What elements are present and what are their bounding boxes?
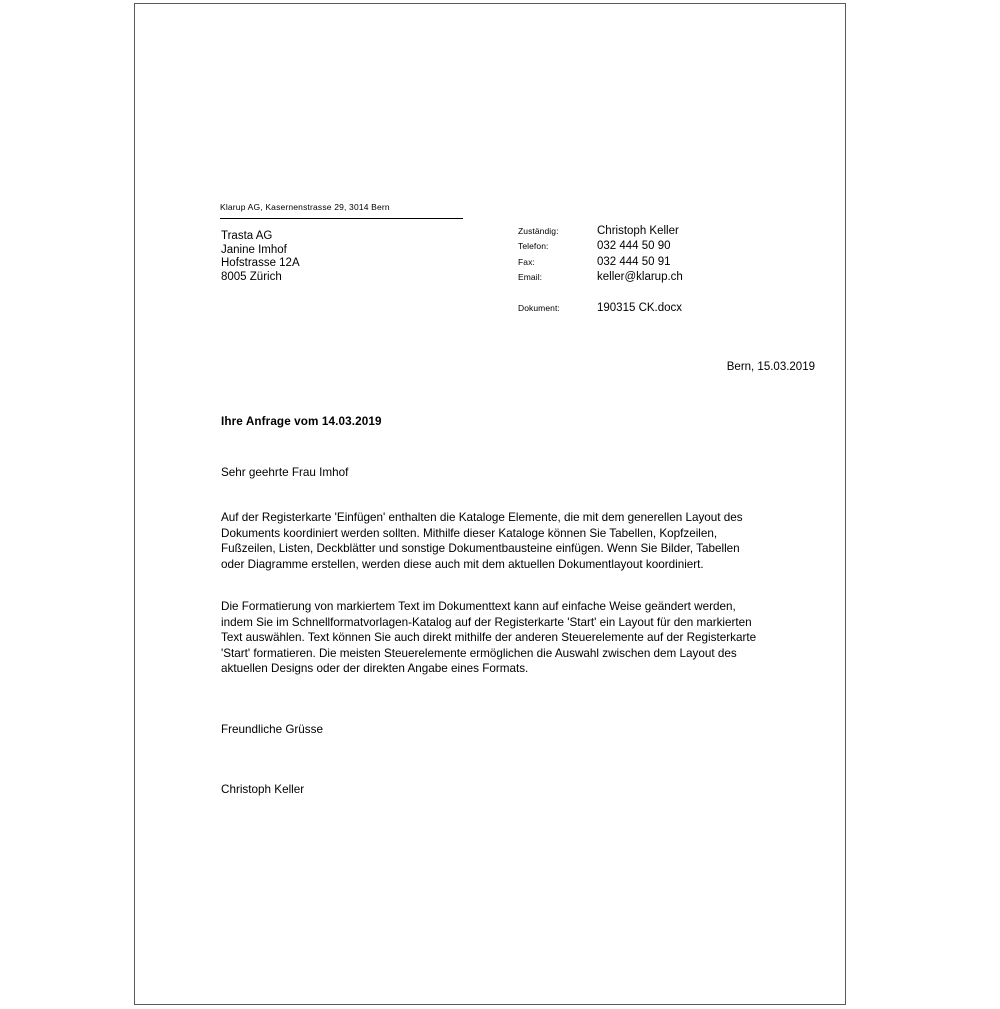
meta-spacer-cell-left <box>518 285 597 301</box>
meta-value-responsible: Christoph Keller <box>597 225 679 237</box>
meta-label-email: Email: <box>518 271 543 282</box>
sender-divider-rule <box>220 218 463 219</box>
subject-line: Ihre Anfrage vom 14.03.2019 <box>221 415 382 428</box>
body-paragraph-2: Die Formatierung von markiertem Text im Dokumenttext kann auf einfache Weise geändert werden, indem Sie im Schnellformatvorlagen-Katalog auf der Registerkarte 'Start' ein Layout für den markierten Text auswählen. Text können Sie auch direkt mithilfe der anderen Steuerelemente auf der Registerkarte 'Start' formatieren. Die meisten Steuerelemente ermöglichen die Auswahl zwischen dem Layout des aktuellen Designs oder der direkten Angabe eines Formats. <box>221 600 757 675</box>
meta-row-phone <box>518 239 683 254</box>
meta-row-fax <box>518 255 683 270</box>
meta-label-document: Dokument: <box>518 303 560 314</box>
letter-body <box>221 414 761 798</box>
meta-spacer-cell-right <box>597 285 683 301</box>
meta-value-email: keller@klarup.ch <box>597 270 683 283</box>
recipient-company: Trasta AG <box>221 230 273 242</box>
recipient-city: 8005 Zürich <box>221 270 282 283</box>
recipient-contact-person: Janine Imhof <box>221 243 287 256</box>
meta-label-fax: Fax: <box>518 256 535 267</box>
sender-return-line: Klarup AG, Kasernenstrasse 29, 3014 Bern <box>220 202 390 212</box>
meta-row-spacer <box>518 285 683 301</box>
meta-row-email <box>518 270 683 285</box>
recipient-address-block <box>221 230 300 284</box>
recipient-street: Hofstrasse 12A <box>221 257 300 269</box>
document-page <box>134 3 846 1005</box>
closing-greeting: Freundliche Grüsse <box>221 722 323 736</box>
meta-value-phone: 032 444 50 90 <box>597 240 671 253</box>
sender-return-block <box>220 201 463 219</box>
contact-meta-block <box>518 224 683 316</box>
date-line: Bern, 15.03.2019 <box>726 361 815 373</box>
meta-label-responsible: Zuständig: <box>518 226 559 236</box>
salutation: Sehr geehrte Frau Imhof <box>221 465 349 479</box>
meta-value-document: 190315 CK.docx <box>597 302 683 315</box>
meta-row-document <box>518 301 683 316</box>
body-paragraph-1: Auf der Registerkarte 'Einfügen' enthalten die Kataloge Elemente, die mit dem generellen Layout des Dokuments koordiniert werden sollten. Mithilfe dieser Kataloge können Sie Tabellen, Kopfzeilen, Fußzeilen, Listen, Deckblätter und sonstige Dokumentbausteine einfügen. Wenn Sie Bilder, Tabellen oder Diagramme erstellen, werden diese auch mit dem aktuellen Dokumentlayout koordiniert. <box>221 511 743 571</box>
meta-value-fax: 032 444 50 91 <box>597 255 671 268</box>
meta-row-responsible <box>518 224 683 239</box>
meta-label-phone: Telefon: <box>518 241 549 252</box>
signature-name: Christoph Keller <box>221 783 305 796</box>
contact-meta-table <box>518 224 683 316</box>
